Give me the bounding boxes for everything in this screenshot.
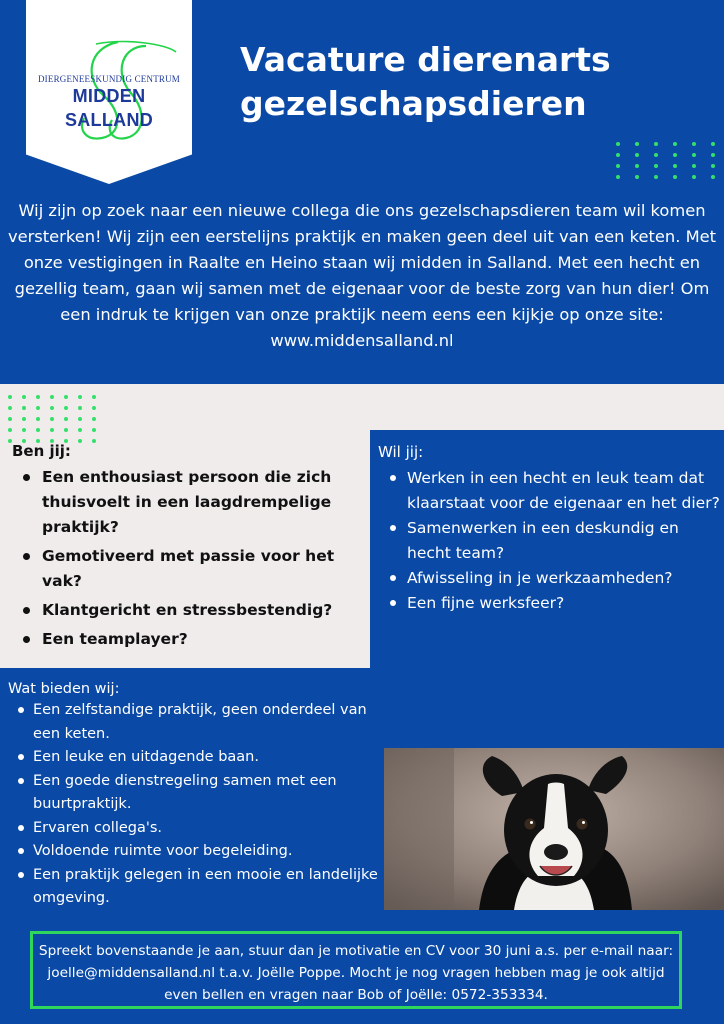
list-item: Een fijne werksfeer? <box>407 591 722 616</box>
decorative-dots-top <box>616 142 715 179</box>
decorative-dots-middle <box>8 395 96 443</box>
ben-jij-list <box>0 465 368 656</box>
contact-text: Spreekt bovenstaande je aan, stuur dan je motivatie en CV voor 30 juni a.s. per e-mail naar: joelle@middensalland.nl t.a.v. Joëlle Poppe. Mocht je nog vragen hebben mag je ook altijd even bellen en vragen naar Bob of Joëlle: 0572-353334. <box>38 943 674 1003</box>
list-item: Klantgericht en stressbestendig? <box>42 598 368 623</box>
list-item: Een zelfstandige praktijk, geen onderdeel van een keten. <box>33 699 388 746</box>
list-item: Een leuke en uitdagende baan. <box>33 746 388 770</box>
page-title <box>240 38 700 126</box>
wil-jij-heading: Wil jij: <box>378 443 424 461</box>
list-item: Een goede dienstregeling samen met een buurtpraktijk. <box>33 770 388 817</box>
wat-bieden-wij-heading: Wat bieden wij: <box>8 681 120 697</box>
ben-jij-heading: Ben jij: <box>12 442 71 460</box>
intro-paragraph: Wij zijn op zoek naar een nieuwe collega die ons gezelschapsdieren team wil komen versterken! Wij zijn een eerstelijns praktijk en maken geen deel uit van een keten. Met onze vestigingen in Raalte en Heino staan wij midden in Salland. Met een hecht en gezellig team, gaan wij samen met de eigenaar voor de beste zorg van hun dier! Om een indruk te krijgen van onze praktijk neem eens een kijkje op onze site: www.middensalland.nl <box>7 201 717 350</box>
dog-photo <box>384 748 724 910</box>
wat-bieden-wij-list <box>8 699 388 911</box>
title-line-1: Vacature dierenarts <box>240 40 611 79</box>
list-item: Een praktijk gelegen in een mooie en landelijke omgeving. <box>33 864 388 911</box>
list-item: Afwisseling in je werkzaamheden? <box>407 566 722 591</box>
light-strip <box>370 384 724 430</box>
list-item: Gemotiveerd met passie voor het vak? <box>42 544 368 594</box>
list-item: Werken in een hecht en leuk team dat klaarstaat voor de eigenaar en het dier? <box>407 466 722 516</box>
wil-jij-list <box>378 466 722 616</box>
list-item: Ervaren collega's. <box>33 817 388 841</box>
list-item: Een teamplayer? <box>42 627 368 652</box>
list-item: Voldoende ruimte voor begeleiding. <box>33 840 388 864</box>
list-item: Samenwerken in een deskundig en hecht team? <box>407 516 722 566</box>
list-item: Een enthousiast persoon die zich thuisvoelt in een laagdrempelige praktijk? <box>42 465 368 540</box>
logo-top-text: DIERGENEESKUNDIG CENTRUM <box>37 74 181 84</box>
logo-bottom-text: MIDDEN SALLAND <box>64 86 154 130</box>
title-line-2: gezelschapsdieren <box>240 84 587 123</box>
